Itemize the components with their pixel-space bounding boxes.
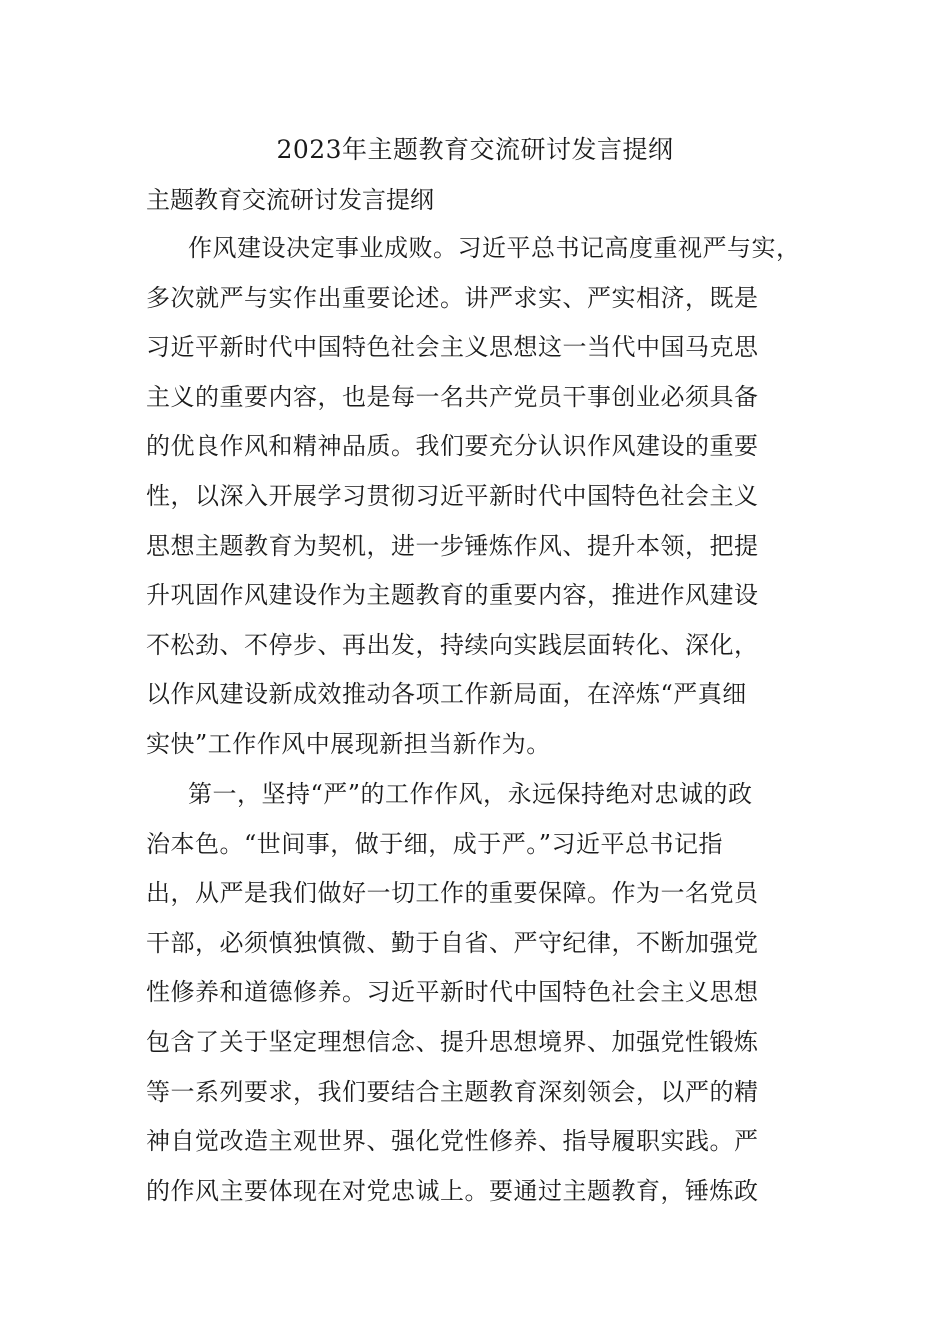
paragraph-2-line: 治本色。“世间事，做于细，成于严。”习近平总书记指 (146, 829, 724, 858)
paragraph-1-line: 习近平新时代中国特色社会主义思想这一当代中国马克思 (146, 333, 759, 362)
paragraph-1-line: 的优良作风和精神品质。我们要充分认识作风建设的重要 (146, 432, 759, 461)
paragraph-1-line: 多次就严与实作出重要论述。讲严求实、严实相济，既是 (146, 283, 759, 312)
paragraph-2-line: 包含了关于坚定理想信念、提升思想境界、加强党性锻炼 (146, 1027, 759, 1056)
paragraph-1-line: 以作风建设新成效推动各项工作新局面，在淬炼“严真细 (146, 680, 747, 709)
document-subtitle: 主题教育交流研讨发言提纲 (146, 186, 434, 214)
paragraph-1-line: 升巩固作风建设作为主题教育的重要内容，推进作风建设 (146, 581, 759, 610)
paragraph-1-line: 不松劲、不停步、再出发，持续向实践层面转化、深化， (146, 630, 759, 659)
paragraph-1-line: 实快”工作作风中展现新担当新作为。 (146, 729, 551, 758)
paragraph-1-line: 作风建设决定事业成败。习近平总书记高度重视严与实， (188, 234, 801, 262)
paragraph-1-line: 性，以深入开展学习贯彻习近平新时代中国特色社会主义 (146, 481, 759, 510)
paragraph-2-line: 干部，必须慎独慎微、勤于自省、严守纪律，不断加强党 (146, 928, 759, 957)
paragraph-1-line: 主义的重要内容，也是每一名共产党员干事创业必须具备 (146, 382, 759, 411)
paragraph-2-line: 的作风主要体现在对党忠诚上。要通过主题教育，锤炼政 (146, 1176, 759, 1205)
paragraph-1 (146, 224, 846, 770)
paragraph-2-line: 性修养和道德修养。习近平新时代中国特色社会主义思想 (146, 978, 759, 1007)
paragraph-2-line: 神自觉改造主观世界、强化党性修养、指导履职实践。严 (146, 1127, 759, 1156)
paragraph-2-line: 等一系列要求，我们要结合主题教育深刻领会，以严的精 (146, 1077, 759, 1106)
paragraph-2-line: 第一，坚持“严”的工作作风，永远保持绝对忠诚的政 (188, 780, 753, 808)
paragraph-2 (146, 770, 846, 1216)
paragraph-2-line: 出，从严是我们做好一切工作的重要保障。作为一名党员 (146, 879, 759, 908)
document-title: 2023年主题教育交流研讨发言提纲 (276, 135, 674, 164)
paragraph-1-line: 思想主题教育为契机，进一步锤炼作风、提升本领，把提 (146, 531, 759, 560)
